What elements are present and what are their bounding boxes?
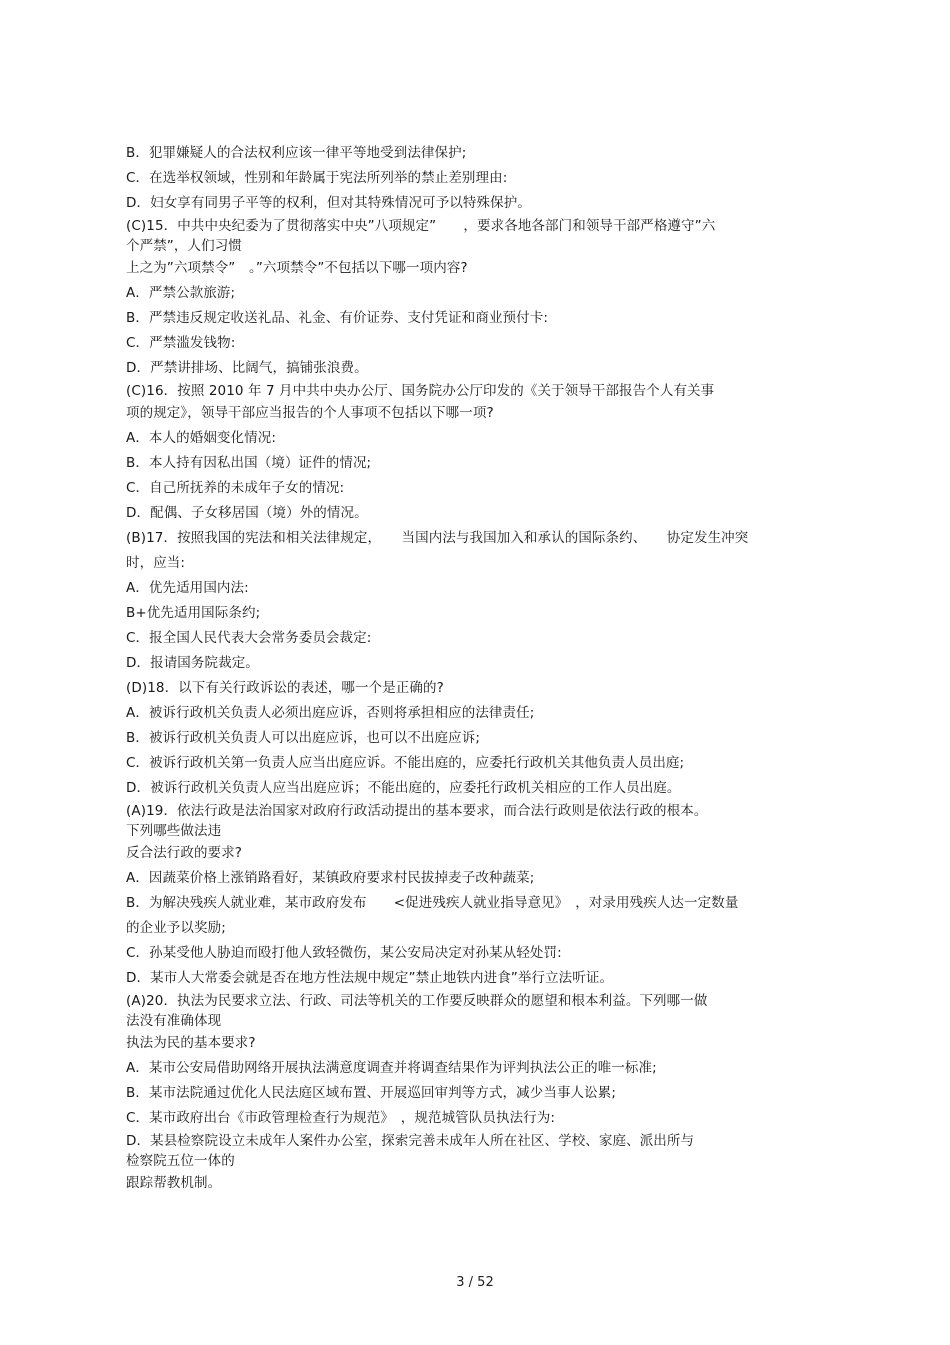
option-line: B+优先适用国际条约; [126,605,261,621]
option-line: D．严禁讲排场、比阔气，搞铺张浪费。 [126,360,368,376]
option-line: A．因蔬菜价格上涨销路看好，某镇政府要求村民拔掉麦子改种蔬菜; [126,870,535,886]
page-number: 3 / 52 [456,1275,494,1290]
document-body [126,141,826,1196]
text-line: 时，应当: [126,555,186,571]
option-line: D．报请国务院裁定。 [126,655,259,671]
question-16-line: (C)16．按照 2010 年 7 月中共中央办公厅、国务院办公厅印发的《关于领导干部报告个人有关事 [126,383,715,399]
option-line: A．某市公安局借助网络开展执法满意度调查并将调查结果作为评判执法公正的唯一标准; [126,1060,657,1076]
text-line: 的企业予以奖励; [126,920,226,936]
option-line: C．孙某受他人胁迫而殴打他人致轻微伤，某公安局决定对孙某从轻处罚: [126,945,562,961]
text-line: 反合法行政的要求? [126,845,243,861]
option-line: A．优先适用国内法: [126,580,249,596]
option-line: B．某市法院通过优化人民法庭区域布置、开展巡回审判等方式，减少当事人讼累; [126,1085,617,1101]
question-17-line: (B)17．按照我国的宪法和相关法律规定， 当国内法与我国加入和承认的国际条约、 协定发生冲突 [126,530,749,546]
question-15-line: (C)15．中共中央纪委为了贯彻落实中央”八项规定” ，要求各地各部门和领导干部严格遵守”六 [126,218,716,234]
option-line: B．被诉行政机关负责人可以出庭应诉，也可以不出庭应诉; [126,730,481,746]
option-line: C．被诉行政机关第一负责人应当出庭应诉。不能出庭的，应委托行政机关其他负责人员出庭; [126,755,685,771]
option-line: D．被诉行政机关负责人应当出庭应诉；不能出庭的，应委托行政机关相应的工作人员出庭。 [126,780,681,796]
option-line: B．为解决残疾人就业难，某市政府发布 <促进残疾人就业指导意见》 ，对录用残疾人达一定数量 [126,895,739,911]
text-line: 检察院五位一体的 [126,1153,235,1169]
option-line: B．严禁违反规定收送礼品、礼金、有价证券、支付凭证和商业预付卡: [126,310,549,326]
option-line: C．报全国人民代表大会常务委员会裁定: [126,630,372,646]
option-line: D．某市人大常委会就是否在地方性法规中规定”禁止地铁内进食”举行立法听证。 [126,970,614,986]
option-line: A．严禁公款旅游; [126,285,236,301]
text-line: 上之为”六项禁令” 。”六项禁令”不包括以下哪一项内容? [126,260,468,276]
text-line: 执法为民的基本要求? [126,1035,256,1051]
text-line: D．妇女享有同男子平等的权利，但对其特殊情况可予以特殊保护。 [126,195,531,211]
question-20-line: (A)20．执法为民要求立法、行政、司法等机关的工作要反映群众的愿望和根本利益。下列哪一做 [126,993,708,1009]
text-line: 项的规定》，领导干部应当报告的个人事项不包括以下哪一项? [126,405,494,421]
option-line: C．严禁滥发钱物: [126,335,236,351]
option-line: A．被诉行政机关负责人必须出庭应诉，否则将承担相应的法律责任; [126,705,535,721]
option-line: B．本人持有因私出国（境）证件的情况; [126,455,372,471]
option-line: A．本人的婚姻变化情况: [126,430,276,446]
option-line: D．配偶、子女移居国（境）外的情况。 [126,505,368,521]
text-line: 法没有准确体现 [126,1013,222,1029]
text-line: 下列哪些做法违 [126,823,222,839]
text-line: 跟踪帮教机制。 [126,1175,222,1191]
text-line: C．在选举权领域，性别和年龄属于宪法所列举的禁止差别理由: [126,170,508,186]
option-line: C．某市政府出台《市政管理检查行为规范》 ，规范城管队员执法行为: [126,1110,556,1126]
question-18-line: (D)18．以下有关行政诉讼的表述，哪一个是正确的? [126,680,444,696]
question-19-line: (A)19．依法行政是法治国家对政府行政活动提出的基本要求，而合法行政则是依法行政的根本。 [126,803,708,819]
text-line: 个严禁”，人们习惯 [126,238,242,254]
option-line: C．自己所抚养的未成年子女的情况: [126,480,345,496]
option-line: D．某县检察院设立未成年人案件办公室，探索完善未成年人所在社区、学校、家庭、派出所与 [126,1133,695,1149]
text-line: B．犯罪嫌疑人的合法权利应该一律平等地受到法律保护; [126,145,467,161]
